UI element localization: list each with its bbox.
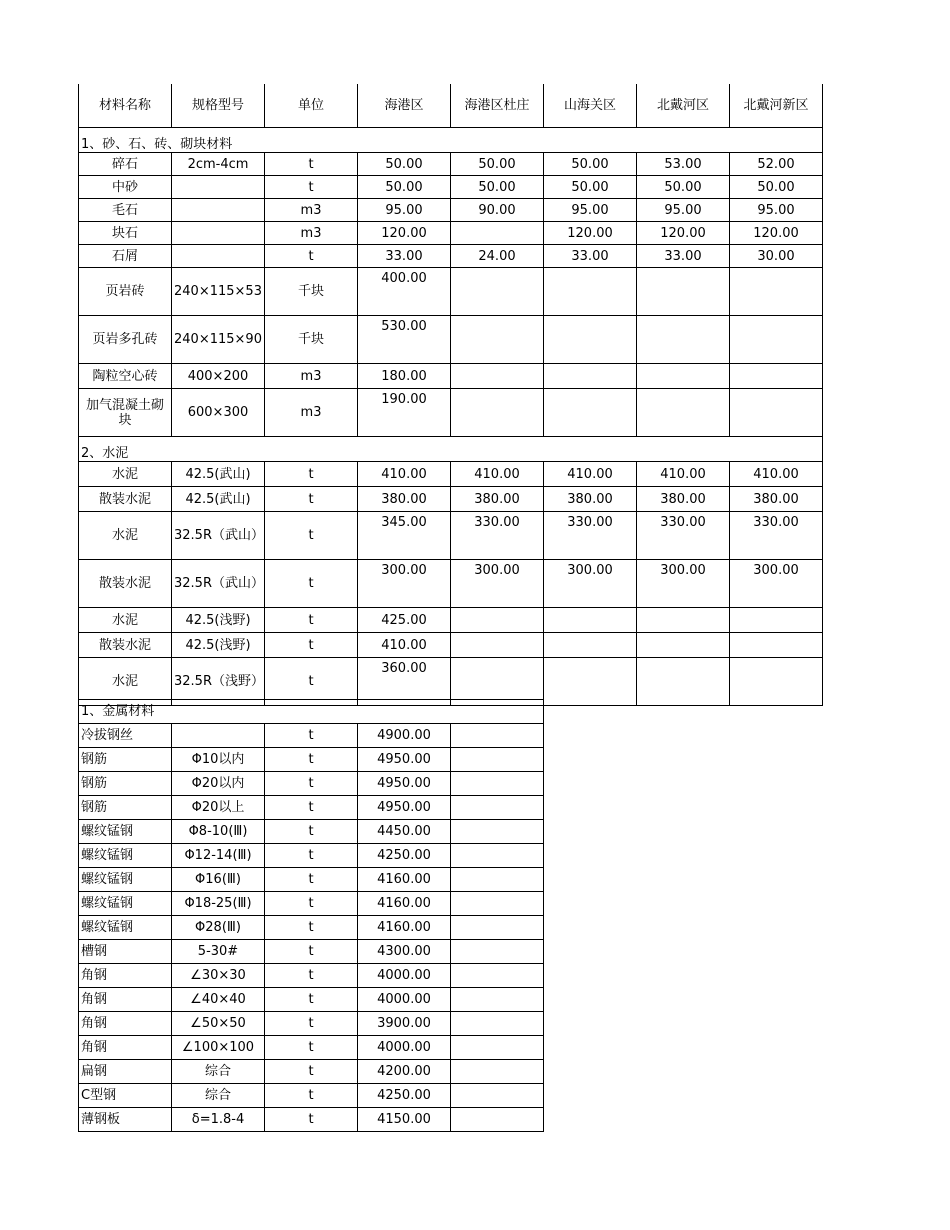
material-name: 钢筋	[79, 748, 172, 772]
price-cell: 3900.00	[358, 1012, 451, 1036]
price-cell: 120.00	[358, 222, 451, 245]
price-cell: 4950.00	[358, 748, 451, 772]
spec	[172, 176, 265, 199]
unit: t	[265, 844, 358, 868]
material-name: 中砂	[79, 176, 172, 199]
price-cell	[730, 364, 823, 389]
material-name: 钢筋	[79, 796, 172, 820]
unit: t	[265, 1036, 358, 1060]
price-cell: 50.00	[358, 176, 451, 199]
material-name: 螺纹锰钢	[79, 916, 172, 940]
spec: 32.5R（武山）	[172, 512, 265, 560]
price-cell: 300.00	[730, 560, 823, 608]
price-cell: 380.00	[451, 487, 544, 512]
material-name: 水泥	[79, 512, 172, 560]
unit: t	[265, 724, 358, 748]
price-cell: 4000.00	[358, 964, 451, 988]
header-row	[79, 84, 823, 128]
material-name: 散装水泥	[79, 633, 172, 658]
price-cell: 4150.00	[358, 1108, 451, 1132]
unit: t	[265, 1060, 358, 1084]
table-row	[79, 1084, 544, 1108]
unit: m3	[265, 222, 358, 245]
material-name: 扁钢	[79, 1060, 172, 1084]
spec: 综合	[172, 1084, 265, 1108]
unit: t	[265, 820, 358, 844]
spec: Φ20以上	[172, 796, 265, 820]
price-cell	[451, 222, 544, 245]
unit: t	[265, 988, 358, 1012]
price-cell	[451, 633, 544, 658]
unit: t	[265, 748, 358, 772]
unit: t	[265, 462, 358, 487]
price-cell	[451, 1036, 544, 1060]
price-cell	[451, 316, 544, 364]
price-cell	[451, 364, 544, 389]
price-cell: 30.00	[730, 245, 823, 268]
section-title-row	[79, 437, 823, 462]
price-cell: 4000.00	[358, 1036, 451, 1060]
table-row	[79, 389, 823, 437]
unit: t	[265, 658, 358, 706]
material-name: 钢筋	[79, 772, 172, 796]
price-cell: 410.00	[451, 462, 544, 487]
spec: 42.5(浅野)	[172, 608, 265, 633]
price-cell: 190.00	[358, 389, 451, 437]
price-cell: 425.00	[358, 608, 451, 633]
column-header: 海港区杜庄	[451, 84, 544, 128]
material-name: 水泥	[79, 462, 172, 487]
price-cell: 330.00	[451, 512, 544, 560]
spec: ∠100×100	[172, 1036, 265, 1060]
price-cell: 4160.00	[358, 868, 451, 892]
material-name: 冷拔钢丝	[79, 724, 172, 748]
price-table-main	[78, 84, 823, 706]
price-cell	[544, 389, 637, 437]
unit: 千块	[265, 316, 358, 364]
material-name: 角钢	[79, 988, 172, 1012]
unit: t	[265, 796, 358, 820]
spec: Φ10以内	[172, 748, 265, 772]
material-name: 毛石	[79, 199, 172, 222]
price-cell	[451, 268, 544, 316]
price-cell: 345.00	[358, 512, 451, 560]
price-cell	[451, 892, 544, 916]
unit: t	[265, 940, 358, 964]
unit: t	[265, 245, 358, 268]
table-row	[79, 724, 544, 748]
spec: 600×300	[172, 389, 265, 437]
section-title: 1、砂、石、砖、砌块材料	[79, 128, 823, 153]
price-cell	[637, 389, 730, 437]
price-cell	[544, 316, 637, 364]
material-name: 散装水泥	[79, 487, 172, 512]
price-cell	[637, 316, 730, 364]
table-row	[79, 1036, 544, 1060]
spec: Φ28(Ⅲ)	[172, 916, 265, 940]
price-cell: 180.00	[358, 364, 451, 389]
price-cell	[637, 268, 730, 316]
price-cell: 4900.00	[358, 724, 451, 748]
table-row	[79, 820, 544, 844]
material-name: 石屑	[79, 245, 172, 268]
spec: Φ8-10(Ⅲ)	[172, 820, 265, 844]
table-row	[79, 608, 823, 633]
spec	[172, 245, 265, 268]
table-row	[79, 892, 544, 916]
price-cell	[544, 658, 637, 706]
spec: ∠30×30	[172, 964, 265, 988]
price-cell	[730, 268, 823, 316]
unit: t	[265, 1108, 358, 1132]
price-cell	[637, 633, 730, 658]
spec: 32.5R（浅野）	[172, 658, 265, 706]
table-row	[79, 916, 544, 940]
table-row	[79, 748, 544, 772]
price-cell	[730, 608, 823, 633]
spec: 2cm-4cm	[172, 153, 265, 176]
price-cell	[637, 364, 730, 389]
table-row	[79, 868, 544, 892]
price-cell: 300.00	[544, 560, 637, 608]
spec: δ=1.8-4	[172, 1108, 265, 1132]
unit: m3	[265, 364, 358, 389]
column-header: 北戴河新区	[730, 84, 823, 128]
price-cell	[451, 748, 544, 772]
price-cell	[451, 1060, 544, 1084]
price-cell	[730, 633, 823, 658]
spec: 240×115×53	[172, 268, 265, 316]
table-row	[79, 964, 544, 988]
material-name: 页岩砖	[79, 268, 172, 316]
unit: t	[265, 153, 358, 176]
table-row	[79, 176, 823, 199]
price-cell: 380.00	[358, 487, 451, 512]
price-cell: 95.00	[730, 199, 823, 222]
price-cell	[451, 1012, 544, 1036]
material-name: 角钢	[79, 964, 172, 988]
spec: 5-30#	[172, 940, 265, 964]
material-name: 薄钢板	[79, 1108, 172, 1132]
price-cell: 50.00	[544, 176, 637, 199]
table-row	[79, 268, 823, 316]
spec: Φ16(Ⅲ)	[172, 868, 265, 892]
price-cell: 4160.00	[358, 892, 451, 916]
column-header: 单位	[265, 84, 358, 128]
price-cell: 4450.00	[358, 820, 451, 844]
table-row	[79, 1108, 544, 1132]
material-name: 加气混凝土砌块	[79, 389, 172, 437]
price-cell: 33.00	[544, 245, 637, 268]
price-cell	[544, 268, 637, 316]
material-name: 螺纹锰钢	[79, 868, 172, 892]
table-row	[79, 796, 544, 820]
column-header: 北戴河区	[637, 84, 730, 128]
price-cell: 360.00	[358, 658, 451, 706]
price-cell: 90.00	[451, 199, 544, 222]
spec: Φ20以内	[172, 772, 265, 796]
price-cell	[451, 844, 544, 868]
unit: t	[265, 633, 358, 658]
table-row	[79, 153, 823, 176]
price-cell	[451, 964, 544, 988]
price-cell: 50.00	[451, 176, 544, 199]
price-cell: 95.00	[358, 199, 451, 222]
material-name: 散装水泥	[79, 560, 172, 608]
column-header: 规格型号	[172, 84, 265, 128]
section-title: 1、金属材料	[79, 700, 544, 724]
unit: t	[265, 560, 358, 608]
price-cell	[451, 796, 544, 820]
price-cell	[451, 1108, 544, 1132]
table-row	[79, 316, 823, 364]
table-row	[79, 245, 823, 268]
material-name: 螺纹锰钢	[79, 844, 172, 868]
price-cell	[451, 772, 544, 796]
material-name: 螺纹锰钢	[79, 892, 172, 916]
unit: t	[265, 487, 358, 512]
price-cell: 330.00	[637, 512, 730, 560]
column-header: 山海关区	[544, 84, 637, 128]
price-cell	[451, 988, 544, 1012]
price-cell: 53.00	[637, 153, 730, 176]
price-cell: 410.00	[637, 462, 730, 487]
material-name: 碎石	[79, 153, 172, 176]
unit: m3	[265, 389, 358, 437]
price-cell	[637, 608, 730, 633]
price-cell	[730, 316, 823, 364]
spec	[172, 222, 265, 245]
price-cell	[451, 868, 544, 892]
metal-price-table	[78, 699, 544, 1132]
spec	[172, 724, 265, 748]
table-row	[79, 1012, 544, 1036]
table-row	[79, 199, 823, 222]
material-name: 槽钢	[79, 940, 172, 964]
spec: Φ18-25(Ⅲ)	[172, 892, 265, 916]
table-row	[79, 487, 823, 512]
table-row	[79, 772, 544, 796]
price-cell: 410.00	[358, 633, 451, 658]
spec: 400×200	[172, 364, 265, 389]
table-row	[79, 844, 544, 868]
spec: 42.5(武山)	[172, 487, 265, 512]
price-cell: 300.00	[451, 560, 544, 608]
price-cell	[544, 364, 637, 389]
price-cell: 380.00	[544, 487, 637, 512]
price-cell	[730, 389, 823, 437]
material-name: 角钢	[79, 1012, 172, 1036]
price-cell	[451, 916, 544, 940]
table-row	[79, 988, 544, 1012]
price-cell: 120.00	[544, 222, 637, 245]
spec: 240×115×90	[172, 316, 265, 364]
spec: 综合	[172, 1060, 265, 1084]
spec: Φ12-14(Ⅲ)	[172, 844, 265, 868]
spec: 42.5(浅野)	[172, 633, 265, 658]
table-row	[79, 1060, 544, 1084]
price-cell: 50.00	[544, 153, 637, 176]
price-cell	[637, 658, 730, 706]
price-cell: 4250.00	[358, 844, 451, 868]
price-cell: 4160.00	[358, 916, 451, 940]
price-cell: 410.00	[358, 462, 451, 487]
unit: t	[265, 916, 358, 940]
price-cell: 4950.00	[358, 772, 451, 796]
table-row	[79, 222, 823, 245]
material-name: 水泥	[79, 658, 172, 706]
price-cell: 330.00	[544, 512, 637, 560]
material-name: C型钢	[79, 1084, 172, 1108]
table-row	[79, 633, 823, 658]
material-name: 水泥	[79, 608, 172, 633]
price-cell	[544, 608, 637, 633]
price-cell: 50.00	[358, 153, 451, 176]
price-cell	[451, 389, 544, 437]
column-header: 材料名称	[79, 84, 172, 128]
unit: t	[265, 892, 358, 916]
material-name: 陶粒空心砖	[79, 364, 172, 389]
price-cell: 95.00	[637, 199, 730, 222]
table-row	[79, 560, 823, 608]
price-cell	[451, 724, 544, 748]
price-cell: 300.00	[637, 560, 730, 608]
column-header: 海港区	[358, 84, 451, 128]
section-title-row	[79, 700, 544, 724]
unit: t	[265, 772, 358, 796]
price-cell	[451, 820, 544, 844]
price-cell: 24.00	[451, 245, 544, 268]
table-row	[79, 462, 823, 487]
price-cell: 52.00	[730, 153, 823, 176]
material-name: 页岩多孔砖	[79, 316, 172, 364]
unit: m3	[265, 199, 358, 222]
price-cell: 410.00	[544, 462, 637, 487]
spec	[172, 199, 265, 222]
price-cell: 380.00	[637, 487, 730, 512]
unit: t	[265, 608, 358, 633]
price-cell: 33.00	[358, 245, 451, 268]
price-cell: 4250.00	[358, 1084, 451, 1108]
price-cell: 4950.00	[358, 796, 451, 820]
price-cell: 50.00	[730, 176, 823, 199]
price-cell: 120.00	[637, 222, 730, 245]
material-name: 块石	[79, 222, 172, 245]
price-cell: 50.00	[637, 176, 730, 199]
price-cell: 33.00	[637, 245, 730, 268]
price-cell: 400.00	[358, 268, 451, 316]
price-cell	[544, 633, 637, 658]
table-row	[79, 940, 544, 964]
unit: t	[265, 964, 358, 988]
price-cell	[730, 658, 823, 706]
price-cell	[451, 1084, 544, 1108]
spec: ∠40×40	[172, 988, 265, 1012]
price-cell: 95.00	[544, 199, 637, 222]
price-cell: 410.00	[730, 462, 823, 487]
spec: 42.5(武山)	[172, 462, 265, 487]
section-title-row	[79, 128, 823, 153]
price-cell: 380.00	[730, 487, 823, 512]
price-cell: 4300.00	[358, 940, 451, 964]
unit: 千块	[265, 268, 358, 316]
price-cell: 4200.00	[358, 1060, 451, 1084]
price-cell: 530.00	[358, 316, 451, 364]
unit: t	[265, 868, 358, 892]
unit: t	[265, 1084, 358, 1108]
unit: t	[265, 176, 358, 199]
unit: t	[265, 1012, 358, 1036]
price-cell: 300.00	[358, 560, 451, 608]
price-cell: 120.00	[730, 222, 823, 245]
spec: ∠50×50	[172, 1012, 265, 1036]
price-cell	[451, 608, 544, 633]
material-name: 角钢	[79, 1036, 172, 1060]
table-row	[79, 364, 823, 389]
price-cell: 330.00	[730, 512, 823, 560]
unit: t	[265, 512, 358, 560]
section-title: 2、水泥	[79, 437, 823, 462]
spec: 32.5R（武山）	[172, 560, 265, 608]
material-name: 螺纹锰钢	[79, 820, 172, 844]
price-cell	[451, 940, 544, 964]
table-row	[79, 512, 823, 560]
price-cell: 4000.00	[358, 988, 451, 1012]
price-cell: 50.00	[451, 153, 544, 176]
